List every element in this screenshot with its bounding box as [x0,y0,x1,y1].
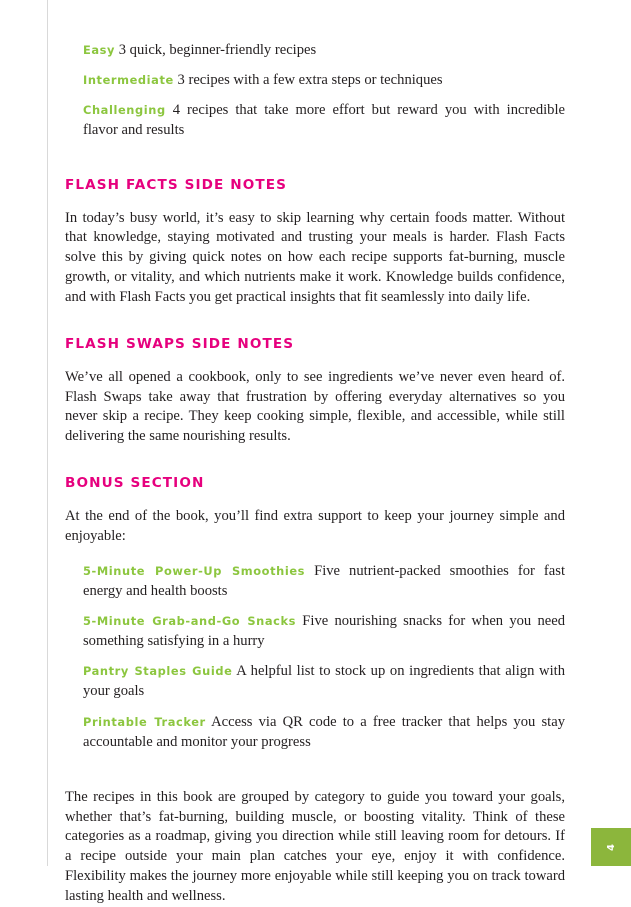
list-item-tag: Pantry Staples Guide [83,664,233,679]
list-item [65,661,565,701]
page-number-tab [591,828,631,866]
list-item-text: Access via QR code to a free tracker that helps you stay accountable and monitor your progress [83,713,565,750]
list-item-tag: Intermediate [83,73,174,88]
list-item-tag: Challenging [83,103,166,118]
page-number: 4 [605,843,617,851]
section-paragraph-flash-swaps: We’ve all opened a cookbook, only to see ingredients we’ve never even heard of. Flash Swaps take away that frustration by offering everyday alternatives so you never skip a recipe. They keep cooking simple, flexible, and accessible, while still delivering the same nourishing results. [65,368,565,445]
list-item-tag: 5-Minute Grab-and-Go Snacks [83,614,297,629]
list-item-tag: Printable Tracker [83,714,206,729]
list-item-tag: 5-Minute Power-Up Smoothies [83,563,306,578]
list-item-text: Five nutrient-packed smoothies for fast energy and health boosts [83,562,565,599]
list-item [65,40,565,60]
difficulty-list [65,0,565,141]
list-item [65,100,565,140]
list-item-text: A helpful list to stock up on ingredients that align with your goals [83,663,565,700]
list-item [65,712,565,752]
list-item-text: 3 recipes with a few extra steps or techniques [177,72,443,89]
list-item-text: 4 recipes that take more effort but reward you with incredible flavor and results [83,102,565,139]
list-item-tag: Easy [83,43,116,57]
list-item-text: 3 quick, beginner-friendly recipes [118,42,317,58]
section-heading-flash-swaps: FLASH SWAPS SIDE NOTES [65,335,295,352]
section-heading-bonus: BONUS SECTION [65,475,205,492]
list-item [65,70,565,90]
section-paragraph-flash-facts: In today’s busy world, it’s easy to skip learning why certain foods matter. Without that knowledge, staying motivated and trusting your meals is harder. Flash Facts solve this by giving quick notes on how each recipe supports fat-burning, muscle growth, or vitality, and which nutrients make it work. Knowledge builds confidence, and with Flash Facts you get practical insights that fit seamlessly into daily life. [65,209,565,305]
closing-paragraph: The recipes in this book are grouped by category to guide you toward your goals, whether that’s fat-burning, building muscle, or boosting vitality. Think of these categories as a roadmap, giving you direction while still leaving room for detours. If a recipe outside your main plan catches your eye, enjoy it with confidence. Flexibility makes the journey more enjoyable while still keeping you on track toward lasting health and wellness. [65,788,565,904]
left-margin-rule [47,0,48,866]
list-item-text: Five nourishing snacks for when you need something satisfying in a hurry [83,613,565,650]
bonus-list [65,561,565,752]
page-content [65,0,565,907]
section-heading-flash-facts: FLASH FACTS SIDE NOTES [65,176,288,193]
list-item [65,611,565,651]
lead-list [65,40,565,141]
bonus-intro: At the end of the book, you’ll find extra support to keep your journey simple and enjoyable: [65,508,565,544]
list-item [65,561,565,601]
